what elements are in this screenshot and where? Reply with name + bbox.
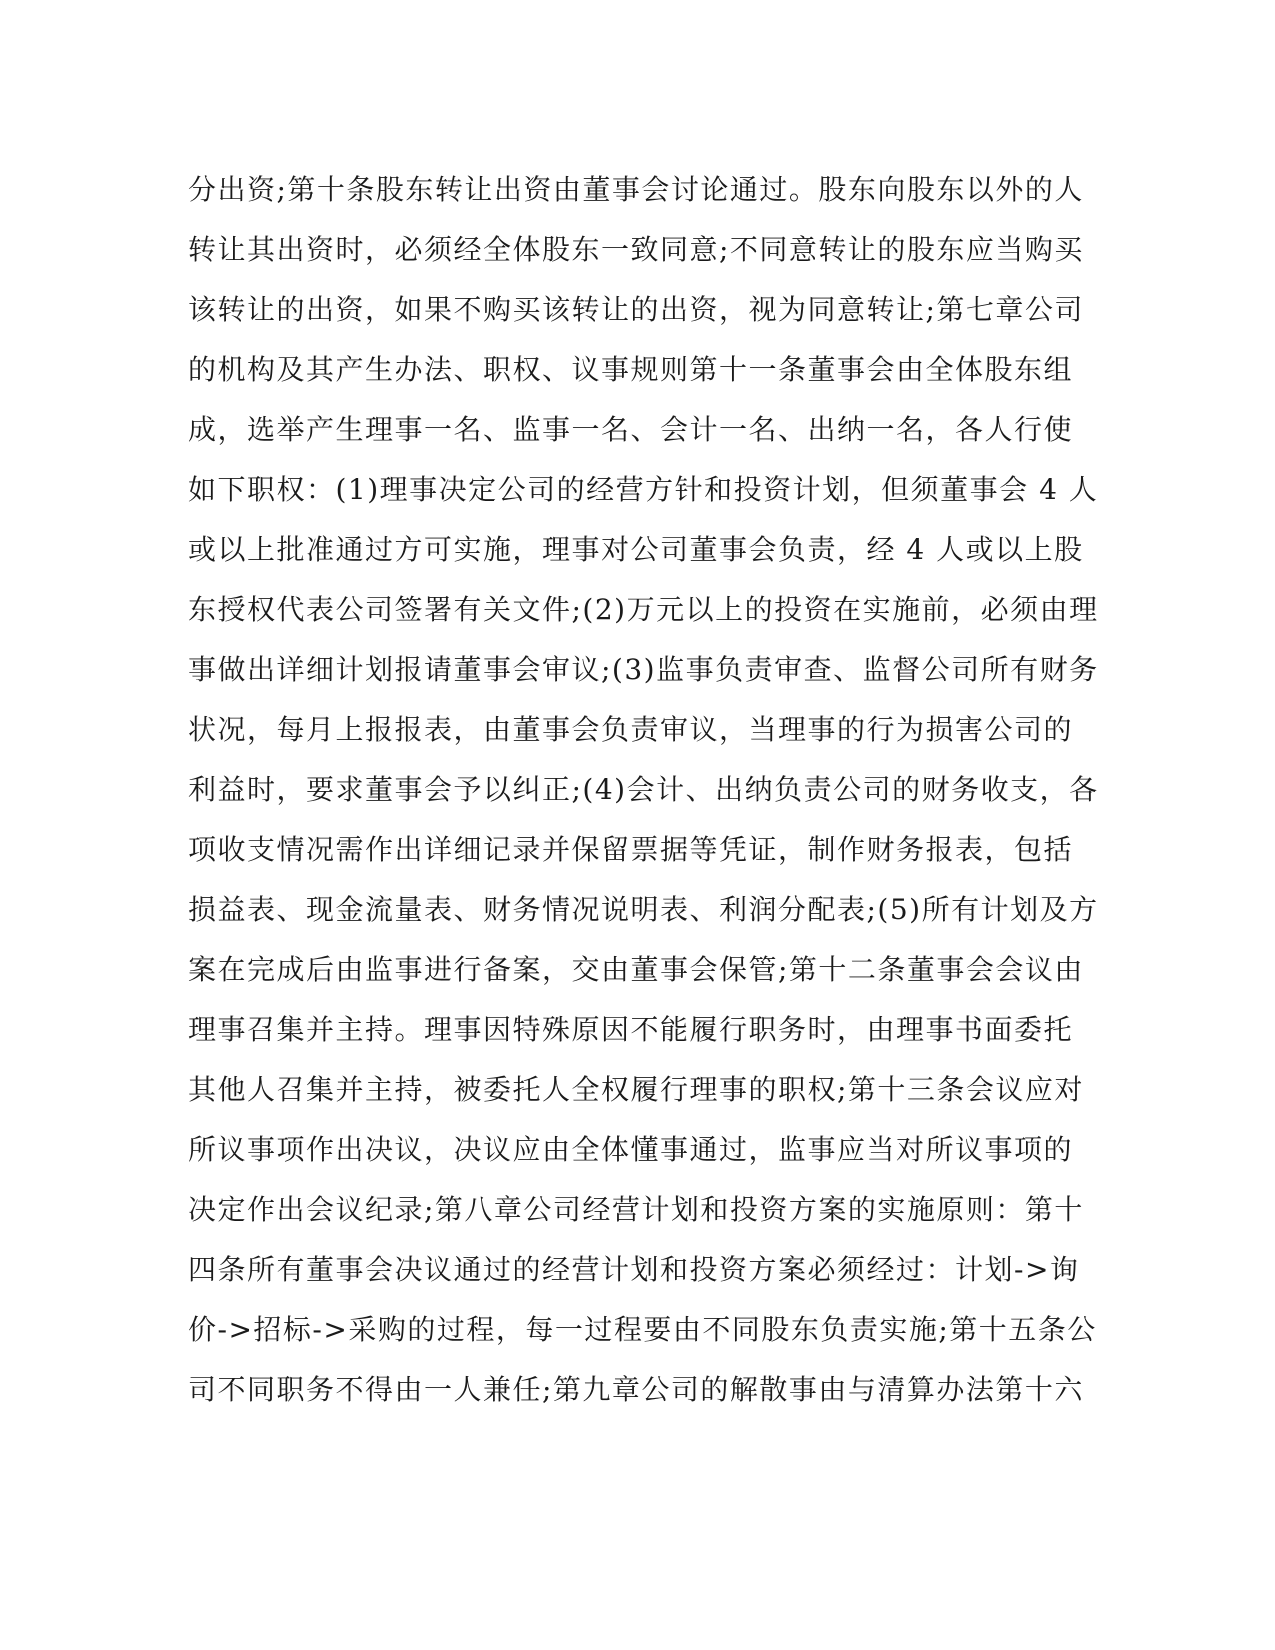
- text-line: 司不同职务不得由一人兼任;第九章公司的解散事由与清算办法第十六: [188, 1373, 1084, 1406]
- text-line: 损益表、现金流量表、财务情况说明表、利润分配表;(5)所有计划及方: [188, 893, 1099, 926]
- text-line: 四条所有董事会决议通过的经营计划和投资方案必须经过：计划->询: [188, 1253, 1080, 1286]
- text-line: 利益时，要求董事会予以纠正;(4)会计、出纳负责公司的财务收支，各: [188, 773, 1099, 806]
- text-line: 东授权代表公司签署有关文件;(2)万元以上的投资在实施前，必须由理: [188, 593, 1099, 626]
- text-line: 事做出详细计划报请董事会审议;(3)监事负责审查、监督公司所有财务: [188, 653, 1099, 686]
- text-line: 或以上批准通过方可实施，理事对公司董事会负责，经 4 人或以上股: [188, 533, 1084, 566]
- text-line: 的机构及其产生办法、职权、议事规则第十一条董事会由全体股东组: [188, 353, 1074, 386]
- text-line: 分出资;第十条股东转让出资由董事会讨论通过。股东向股东以外的人: [188, 173, 1084, 206]
- text-line: 该转让的出资，如果不购买该转让的出资，视为同意转让;第七章公司: [188, 293, 1084, 326]
- text-line: 理事召集并主持。理事因特殊原因不能履行职务时，由理事书面委托: [188, 1013, 1074, 1046]
- text-line: 如下职权：(1)理事决定公司的经营方针和投资计划，但须董事会 4 人: [188, 473, 1099, 506]
- text-line: 其他人召集并主持，被委托人全权履行理事的职权;第十三条会议应对: [188, 1073, 1084, 1106]
- text-line: 项收支情况需作出详细记录并保留票据等凭证，制作财务报表，包括: [188, 833, 1074, 866]
- text-line: 案在完成后由监事进行备案，交由董事会保管;第十二条董事会会议由: [188, 953, 1084, 986]
- text-line: 转让其出资时，必须经全体股东一致同意;不同意转让的股东应当购买: [188, 233, 1084, 266]
- text-line: 状况，每月上报报表，由董事会负责审议，当理事的行为损害公司的: [188, 713, 1074, 746]
- text-line: 成，选举产生理事一名、监事一名、会计一名、出纳一名，各人行使: [188, 413, 1074, 446]
- text-line: 所议事项作出决议，决议应由全体懂事通过，监事应当对所议事项的: [188, 1133, 1074, 1166]
- body-text: [188, 160, 1099, 1420]
- text-line: 价->招标->采购的过程，每一过程要由不同股东负责实施;第十五条公: [188, 1313, 1097, 1346]
- text-line: 决定作出会议纪录;第八章公司经营计划和投资方案的实施原则：第十: [188, 1193, 1084, 1226]
